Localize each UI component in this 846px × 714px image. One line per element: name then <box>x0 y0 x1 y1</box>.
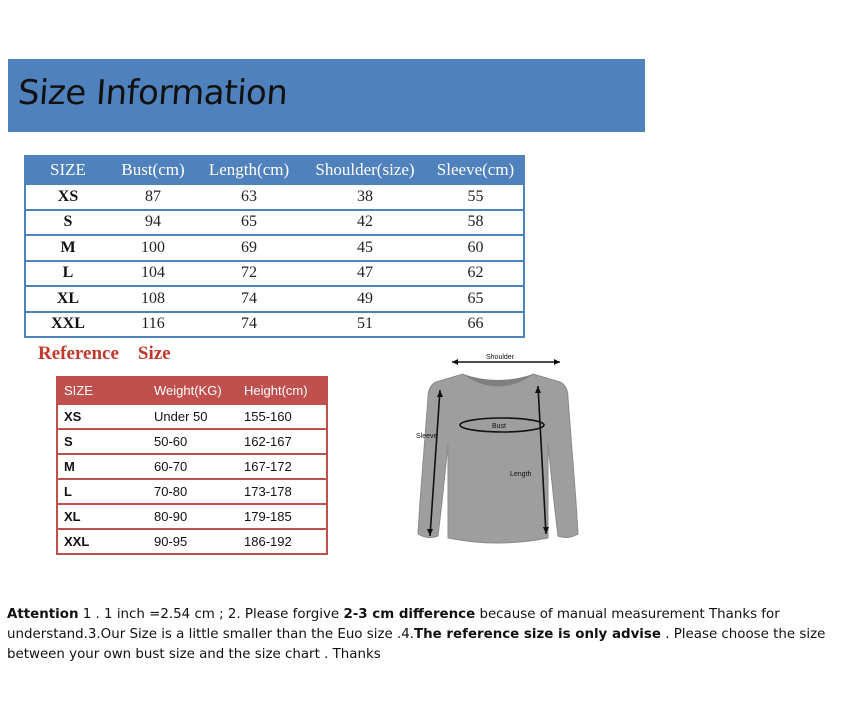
sleeve-cell: 58 <box>428 210 524 236</box>
length-cell: 69 <box>196 235 302 261</box>
ref-height-cell: 186-192 <box>238 529 327 554</box>
bust-cell: 94 <box>110 210 196 236</box>
table-row <box>25 184 524 210</box>
bust-cell: 116 <box>110 312 196 338</box>
attention-emphasis-1: 2-3 cm difference <box>343 607 476 622</box>
size-cell: S <box>25 210 110 236</box>
length-cell: 72 <box>196 261 302 287</box>
size-information-banner <box>8 59 645 132</box>
attention-text-2: because of manual measurement Thanks for understand.3.Our Size is a little smaller than the Euo size .4. <box>7 607 780 642</box>
attention-emphasis-2: The reference size is only advise <box>414 627 661 642</box>
shoulder-cell: 51 <box>302 312 428 338</box>
table-row <box>57 404 327 429</box>
ref-height-cell: 155-160 <box>238 404 327 429</box>
sleeve-cell: 60 <box>428 235 524 261</box>
attention-label: Attention <box>7 607 79 622</box>
length-cell: 74 <box>196 286 302 312</box>
ref-size-cell: XL <box>57 504 148 529</box>
length-cell: 65 <box>196 210 302 236</box>
ref-size-cell: XXL <box>57 529 148 554</box>
ref-header-weight: Weight(KG) <box>148 377 238 404</box>
shoulder-cell: 47 <box>302 261 428 287</box>
sleeve-cell: 65 <box>428 286 524 312</box>
sleeve-cell: 55 <box>428 184 524 210</box>
attention-note <box>7 605 837 665</box>
bust-cell: 100 <box>110 235 196 261</box>
ref-weight-cell: 80-90 <box>148 504 238 529</box>
sleeve-cell: 66 <box>428 312 524 338</box>
reference-size-table <box>56 376 328 555</box>
reference-header-row <box>57 377 327 404</box>
size-cell: XXL <box>25 312 110 338</box>
ref-weight-cell: 70-80 <box>148 479 238 504</box>
ref-height-cell: 179-185 <box>238 504 327 529</box>
shoulder-cell: 49 <box>302 286 428 312</box>
table-row <box>25 261 524 287</box>
attention-text-3: . Please choose the size between your own bust size and the size chart . Thanks <box>7 627 826 662</box>
length-cell: 74 <box>196 312 302 338</box>
shirt-measurement-diagram <box>408 352 588 552</box>
ref-height-cell: 162-167 <box>238 429 327 454</box>
sleeve-cell: 62 <box>428 261 524 287</box>
length-cell: 63 <box>196 184 302 210</box>
bust-cell: 108 <box>110 286 196 312</box>
size-cell: XS <box>25 184 110 210</box>
ref-size-cell: L <box>57 479 148 504</box>
header-length: Length(cm) <box>196 156 302 184</box>
ref-height-cell: 173-178 <box>238 479 327 504</box>
table-row <box>57 479 327 504</box>
header-bust: Bust(cm) <box>110 156 196 184</box>
length-label: Length <box>510 471 532 478</box>
ref-height-cell: 167-172 <box>238 454 327 479</box>
banner-title: Size Information <box>16 73 289 113</box>
ref-size-cell: S <box>57 429 148 454</box>
table-row <box>25 286 524 312</box>
ref-size-cell: XS <box>57 404 148 429</box>
header-shoulder: Shoulder(size) <box>302 156 428 184</box>
shoulder-cell: 45 <box>302 235 428 261</box>
table-row <box>25 235 524 261</box>
ref-header-size: SIZE <box>57 377 148 404</box>
bust-cell: 104 <box>110 261 196 287</box>
table-row <box>57 504 327 529</box>
header-size: SIZE <box>25 156 110 184</box>
table-row <box>57 454 327 479</box>
ref-size-cell: M <box>57 454 148 479</box>
attention-text-1: 1 . 1 inch =2.54 cm ; 2. Please forgive <box>78 607 344 622</box>
size-cell: XL <box>25 286 110 312</box>
shoulder-cell: 38 <box>302 184 428 210</box>
size-chart-table <box>24 155 525 338</box>
shoulder-cell: 42 <box>302 210 428 236</box>
ref-weight-cell: 50-60 <box>148 429 238 454</box>
header-sleeve: Sleeve(cm) <box>428 156 524 184</box>
table-row <box>57 429 327 454</box>
shoulder-arrow-head-right <box>554 359 560 365</box>
ref-header-height: Height(cm) <box>238 377 327 404</box>
reference-size-title: Reference Size <box>38 343 171 364</box>
sleeve-label: Sleeve <box>416 433 438 440</box>
bust-cell: 87 <box>110 184 196 210</box>
shirt-silhouette <box>418 374 578 543</box>
size-cell: M <box>25 235 110 261</box>
ref-weight-cell: 90-95 <box>148 529 238 554</box>
table-row <box>25 210 524 236</box>
table-row <box>25 312 524 338</box>
shoulder-arrow-head-left <box>452 359 458 365</box>
table-row <box>57 529 327 554</box>
size-cell: L <box>25 261 110 287</box>
size-chart-header-row <box>25 156 524 184</box>
ref-weight-cell: 60-70 <box>148 454 238 479</box>
ref-weight-cell: Under 50 <box>148 404 238 429</box>
shoulder-label: Shoulder <box>486 354 515 361</box>
bust-label: Bust <box>492 423 507 430</box>
